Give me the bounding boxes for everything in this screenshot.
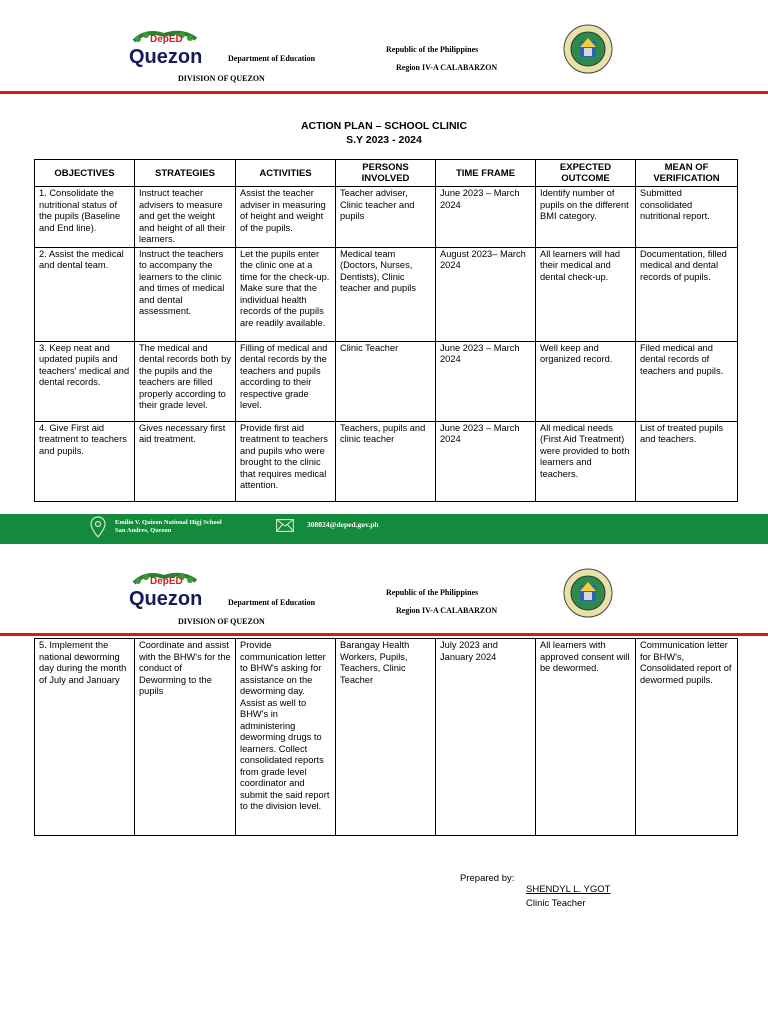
table-cell: 2. Assist the medical and dental team. [35, 247, 135, 341]
table-cell: June 2023 – March 2024 [436, 187, 536, 248]
school-address: San Andres, Quezon [115, 527, 172, 534]
column-header: TIME FRAME [436, 160, 536, 187]
table-row [35, 421, 738, 501]
table-cell: Filling of medical and dental records by the teachers and pupils according to their respective grade level. [236, 341, 336, 421]
action-plan-table-continued [34, 638, 738, 836]
email-link[interactable]: 308024@deped.gov.ph [307, 520, 379, 529]
column-header: STRATEGIES [135, 160, 236, 187]
page-footer [0, 514, 768, 544]
table-cell: 4. Give First aid treatment to teachers and pupils. [35, 421, 135, 501]
table-row [35, 247, 738, 341]
table-row [35, 187, 738, 248]
region-text: Region IV-A CALABARZON [396, 606, 498, 615]
table-cell: Gives necessary first aid treatment. [135, 421, 236, 501]
location-pin-icon [90, 516, 106, 543]
svg-text:Quezon: Quezon [129, 588, 202, 610]
deped-quezon-logo [126, 569, 202, 613]
table-row [35, 639, 738, 836]
table-cell: Instruct teacher advisers to measure and get the weight and height of all their learners. [135, 187, 236, 248]
table-cell: July 2023 and January 2024 [436, 639, 536, 836]
table-cell: List of treated pupils and teachers. [636, 421, 738, 501]
document-title: ACTION PLAN – SCHOOL CLINIC [300, 120, 468, 132]
table-cell: Instruct the teachers to accompany the learners to the clinic and times of medical and dental assessment. [135, 247, 236, 341]
table-cell: Filed medical and dental records of teachers and pupils. [636, 341, 738, 421]
table-header-row [35, 160, 738, 187]
table-cell: Clinic Teacher [336, 341, 436, 421]
republic-text: Republic of the Philippines [386, 588, 479, 597]
table-cell: All learners with approved consent will be dewormed. [536, 639, 636, 836]
header-divider [0, 91, 768, 94]
table-cell: Let the pupils enter the clinic one at a time for the check-up. Make sure that the individual health records of the pupils are readily available. [236, 247, 336, 341]
preparer-position: Clinic Teacher [526, 898, 586, 909]
column-header: MEAN OF VERIFICATION [636, 160, 738, 187]
table-cell: All medical needs (First Aid Treatment) were provided to both learners and teachers. [536, 421, 636, 501]
column-header: OBJECTIVES [35, 160, 135, 187]
table-cell: Medical team (Doctors, Nurses, Dentists), Clinic teacher and pupils [336, 247, 436, 341]
table-row [35, 341, 738, 421]
table-cell: Submitted consolidated nutritional report. [636, 187, 738, 248]
table-cell: June 2023 – March 2024 [436, 421, 536, 501]
republic-text: Republic of the Philippines [386, 45, 479, 54]
region-text: Region IV-A CALABARZON [396, 63, 498, 72]
division-seal-icon [563, 24, 613, 74]
table-cell: Communication letter for BHW's, Consolidated report of dewormed pupils. [636, 639, 738, 836]
table-cell: The medical and dental records both by the pupils and the teachers are filled properly according to their grade level. [135, 341, 236, 421]
table-cell: 1. Consolidate the nutritional status of the pupils (Baseline and End line). [35, 187, 135, 248]
table-cell: Provide first aid treatment to teachers and pupils who were brought to the clinic that requires medical attention. [236, 421, 336, 501]
table-cell: Coordinate and assist with the BHW's for the conduct of Deworming to the pupils [135, 639, 236, 836]
table-cell: 5. Implement the national deworming day during the month of July and January [35, 639, 135, 836]
table-cell: Teachers, pupils and clinic teacher [336, 421, 436, 501]
column-header: PERSONS INVOLVED [336, 160, 436, 187]
table-cell: Identify number of pupils on the different BMI category. [536, 187, 636, 248]
division-seal-icon [563, 568, 613, 618]
table-cell: August 2023– March 2024 [436, 247, 536, 341]
table-cell: Provide communication letter to BHW's asking for assistance on the deworming day. Assist as well to BHW's in administering deworming drugs to learners. Collect consolidated reports from grade level coordinator and submit the said report to the division level. [236, 639, 336, 836]
table-cell: June 2023 – March 2024 [436, 341, 536, 421]
deped-quezon-logo [126, 27, 202, 71]
envelope-icon [276, 519, 294, 537]
preparer-name: SHENDYL L. YGOT [526, 884, 611, 895]
department-name: Department of Education [228, 54, 316, 63]
table-cell: Teacher adviser, Clinic teacher and pupils [336, 187, 436, 248]
division-name: DIVISION OF QUEZON [178, 617, 265, 626]
table-cell: Documentation, filled medical and dental records of pupils. [636, 247, 738, 341]
table-cell: 3. Keep neat and updated pupils and teachers' medical and dental records. [35, 341, 135, 421]
division-name: DIVISION OF QUEZON [178, 74, 265, 83]
svg-text:Quezon: Quezon [129, 46, 202, 68]
svg-text:DepED: DepED [150, 34, 183, 45]
svg-text:DepED: DepED [150, 576, 183, 587]
prepared-by-label: Prepared by: [460, 873, 515, 884]
table-cell: All learners will had their medical and dental check-up. [536, 247, 636, 341]
column-header: ACTIVITIES [236, 160, 336, 187]
department-name: Department of Education [228, 598, 316, 607]
table-cell: Barangay Health Workers, Pupils, Teachers, Clinic Teacher [336, 639, 436, 836]
school-name: Emilio V. Quizon National Higj School [115, 519, 222, 526]
school-year: S.Y 2023 - 2024 [346, 134, 422, 146]
header-divider [0, 633, 768, 636]
table-cell: Well keep and organized record. [536, 341, 636, 421]
column-header: EXPECTED OUTCOME [536, 160, 636, 187]
action-plan-table [34, 159, 738, 502]
table-cell: Assist the teacher adviser in measuring of height and weight of the pupils. [236, 187, 336, 248]
